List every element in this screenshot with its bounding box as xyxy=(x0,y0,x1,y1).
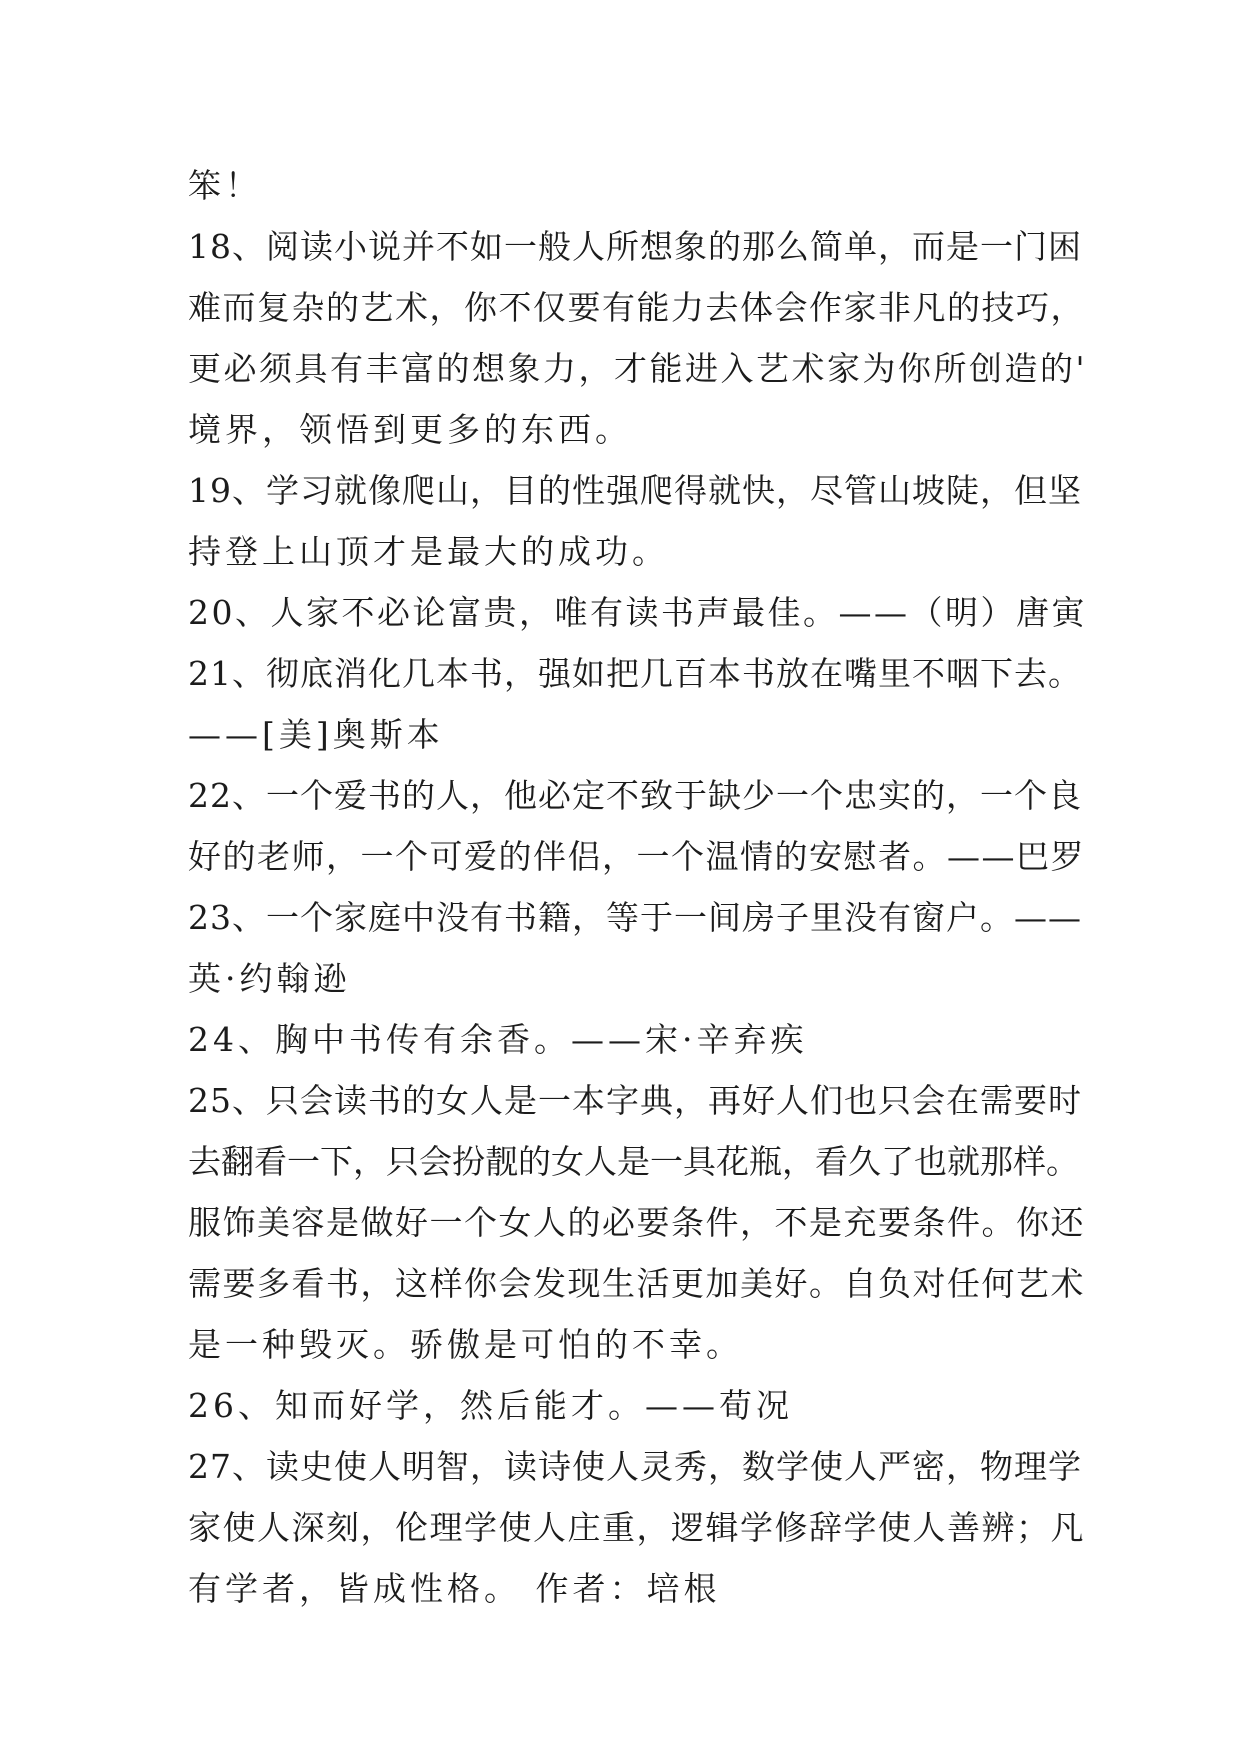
text-line: 是一种毁灭。骄傲是可怕的不幸。 xyxy=(188,1325,743,1364)
text-line: 25、只会读书的女人是一本字典，再好人们也只会在需要时 xyxy=(188,1081,1082,1120)
text-line: 19、学习就像爬山，目的性强爬得就快，尽管山坡陡，但坚 xyxy=(188,471,1082,510)
text-line: 22、一个爱书的人，他必定不致于缺少一个忠实的，一个良 xyxy=(188,776,1082,815)
text-line: 20、人家不必论富贵，唯有读书声最佳。——（明）唐寅 xyxy=(188,593,1087,632)
text-line: 26、知而好学，然后能才。——荀况 xyxy=(188,1386,793,1425)
text-line: 18、阅读小说并不如一般人所想象的那么简单，而是一门困 xyxy=(188,227,1082,266)
text-line: 24、胸中书传有余香。——宋·辛弃疾 xyxy=(188,1020,808,1059)
text-line: 笨！ xyxy=(188,166,262,205)
text-line: 持登上山顶才是最大的成功。 xyxy=(188,532,669,571)
text-line: 21、彻底消化几本书，强如把几百本书放在嘴里不咽下去。 xyxy=(188,654,1082,693)
text-line: 好的老师，一个可爱的伴侣，一个温情的安慰者。——巴罗 xyxy=(188,837,1085,876)
text-line: 服饰美容是做好一个女人的必要条件，不是充要条件。你还 xyxy=(188,1203,1085,1242)
text-line: 有学者，皆成性格。 作者：培根 xyxy=(188,1569,721,1608)
text-line: 更必须具有丰富的想象力，才能进入艺术家为你所创造的' xyxy=(188,349,1088,388)
text-line: 境界，领悟到更多的东西。 xyxy=(188,410,632,449)
document-body-text xyxy=(188,155,1088,1619)
text-line: 需要多看书，这样你会发现生活更加美好。自负对任何艺术 xyxy=(188,1264,1085,1303)
text-line: 家使人深刻，伦理学使人庄重，逻辑学修辞学使人善辨；凡 xyxy=(188,1508,1085,1547)
text-line: 27、读史使人明智，读诗使人灵秀，数学使人严密，物理学 xyxy=(188,1447,1082,1486)
text-line: 去翻看一下，只会扮靓的女人是一具花瓶，看久了也就那样。 xyxy=(188,1142,1079,1181)
text-line: 23、一个家庭中没有书籍，等于一间房子里没有窗户。—— xyxy=(188,898,1082,937)
text-line: ——[美]奥斯本 xyxy=(188,715,444,754)
text-line: 难而复杂的艺术，你不仅要有能力去体会作家非凡的技巧， xyxy=(188,288,1085,327)
text-line: 英·约翰逊 xyxy=(188,959,351,998)
